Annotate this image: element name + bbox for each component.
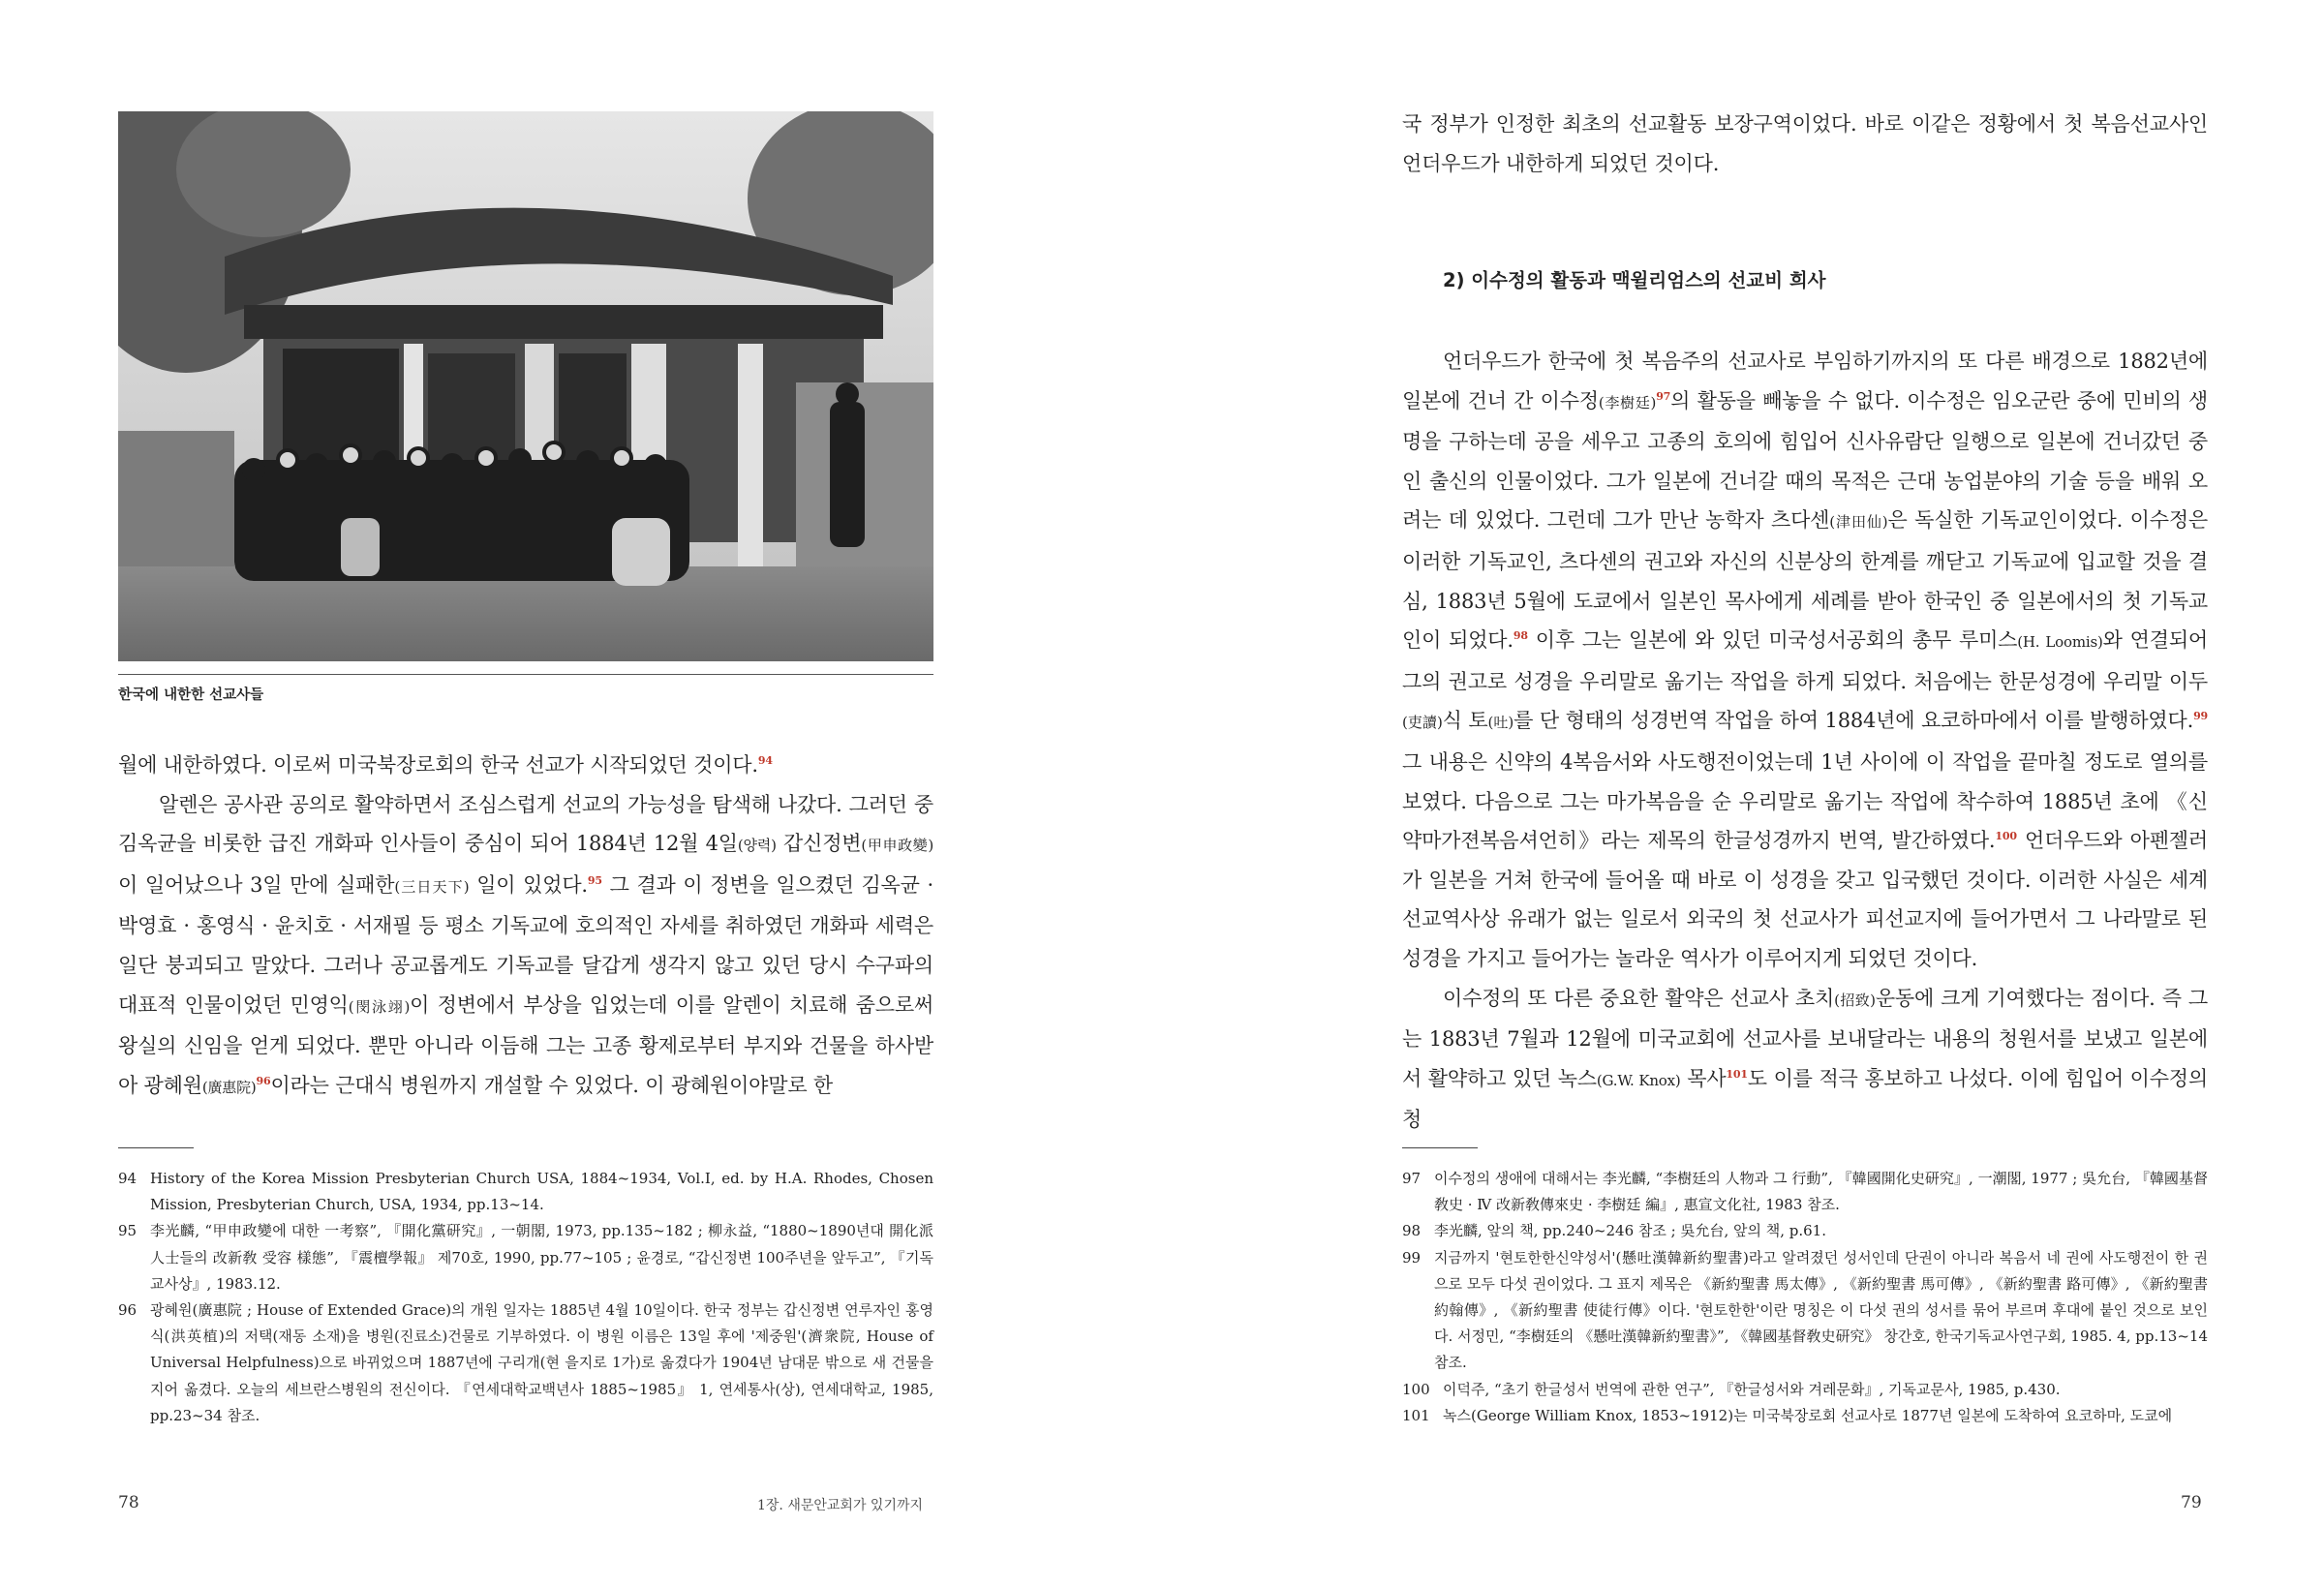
footnote-divider (118, 1147, 194, 1148)
text-run: 은 독실한 기독교인이었다. 이수정은 이러한 기독교인, 츠다센의 권고와 자신의 신분상의 한계를 깨닫고 기독교에 입교할 것을 결심, 1883년 5월에 도쿄에서 일본인 목사에게 세례를 받아 한국인 중 일본에서의 첫 기독교인이 되었다. (1402, 508, 2208, 653)
footnote-number: 100 (1402, 1380, 1430, 1398)
gloss-text: (G.W. Knox) (1596, 1071, 1681, 1089)
text-run: 운동에 크게 기여했다는 점이다. 즉 그는 1883년 7월과 12월에 미국교회에 선교사를 보내달라는 내용의 청원서를 보냈고 일본에서 활약하고 있던 녹스 (1402, 986, 2209, 1090)
text-run: 월에 내한하였다. 이로써 미국북장로회의 한국 선교가 시작되었던 것이다. (118, 753, 758, 777)
paragraph (118, 785, 933, 1108)
text-run: 를 단 형태의 성경번역 작업을 하여 1884년에 요코하마에서 이를 발행하였다. (1514, 709, 2194, 733)
footnote-text: 李光麟, “甲申政變에 대한 一考察”, 『開化黨研究』, 一朝閣, 1973, pp.135~182 ; 柳永益, “1880~1890년대 開化派 人士들의 改新敎 受容 樣態”, 『震檀學報』 제70호, 1990, pp.77~105 ; 윤경로, “갑신정변 100주년을 앞두고”, 『기독교사상』, 1983.12. (150, 1222, 933, 1293)
page-number-right: 79 (2181, 1493, 2202, 1512)
footnote-text: 녹스(George William Knox, 1853~1912)는 미국북장로회 선교사로 1877년 일본에 도착하여 요코하마, 도쿄에 (1443, 1406, 2173, 1424)
text-run: 일이 있었다. (469, 872, 588, 897)
footnote-number: 101 (1402, 1406, 1430, 1424)
right-page (1162, 0, 2324, 1587)
gloss-text: (吏讀) (1402, 714, 1443, 732)
footnote-number: 97 (1402, 1170, 1422, 1187)
footnote-ref[interactable]: 94 (757, 754, 773, 767)
paragraph (1402, 342, 2208, 979)
section-heading: 2) 이수정의 활동과 맥윌리엄스의 선교비 희사 (1443, 269, 1826, 291)
text-run: 이라는 근대식 병원까지 개설할 수 있었다. 이 광혜원이야말로 한 (270, 1073, 833, 1097)
footnote-ref[interactable]: 96 (256, 1074, 271, 1087)
text-run: 그 내용은 신약의 4복음서와 사도행전이었는데 1년 사이에 이 작업을 끝마칠 정도로 열의를 보였다. 다음으로 그는 마가복음을 순 우리말로 옮기는 작업에 착수하여 1885년 초에 《신약마가젼복음셔언히》라는 제목의 한글성경까지 번역, 발간하였다. (1402, 749, 2208, 853)
gloss-text: (양력) (737, 837, 777, 855)
gloss-text: (津田仙) (1829, 513, 1888, 532)
text-run: 식 토 (1442, 709, 1488, 733)
footnote-text: 이수정의 생애에 대해서는 李光麟, “李樹廷의 人物과 그 行動”, 『韓國開化史研究』, 一潮閣, 1977 ; 吳允台, 『韓國基督敎史 · Ⅳ 改新敎傳來史 · 李樹廷 編』, 惠宣文化社, 1983 참조. (1434, 1170, 2208, 1214)
running-head: 1장. 새문안교회가 있기까지 (757, 1498, 924, 1513)
right-top-paragraph: 국 정부가 인정한 최초의 선교활동 보장구역이었다. 바로 이같은 정황에서 첫 복음선교사인 언더우드가 내한하게 되었던 것이다. (1402, 112, 2208, 175)
footnote-number: 96 (118, 1301, 138, 1320)
footnote-text: 광혜원(廣惠院 ; House of Extended Grace)의 개원 일자는 1885년 4월 10일이다. 한국 정부는 갑신정변 연루자인 홍영식(洪英植)의 저택(재동 소재)을 병원(진료소)건물로 기부하였다. 이 병원 이름은 13일 후에 '제중원'(濟衆院, House of Universal Helpfulness)으로 바뀌었으며 1887년에 구리개(현 을지로 1가)로 옮겼다가 1904년 남대문 밖으로 새 건물을 지어 옮겼다. 오늘의 세브란스병원의 전신이다. 『연세대학교백년사 1885~1985』 1, 연세통사(상), 연세대학교, 1985, pp.23~34 참조. (150, 1301, 933, 1424)
text-run: 이 일어났으나 3일 만에 실패한 (118, 872, 395, 897)
photo-caption: 한국에 내한한 선교사들 (118, 687, 264, 703)
footnote (1402, 1403, 2208, 1429)
footnote-ref[interactable]: 99 (2193, 710, 2208, 723)
footnote-text: 李光麟, 앞의 책, pp.240~246 참조 ; 吳允台, 앞의 책, p.61. (1434, 1222, 1826, 1240)
footnote-divider (1402, 1147, 1478, 1148)
right-body-text (1402, 342, 2208, 1140)
footnote-number: 98 (1402, 1222, 1422, 1240)
gloss-text: (H. Loomis) (2017, 633, 2103, 652)
text-run: 알렌은 공사관 공의로 활약하면서 조심스럽게 선교의 가능성을 탐색해 나갔다. 그러던 중 김옥균을 비롯한 급진 개화파 인사들이 중심이 되어 1884년 12월 4일 (118, 792, 933, 856)
text-run: 갑신정변 (776, 832, 862, 856)
gloss-text: (招致) (1834, 991, 1876, 1009)
gloss-text: (李樹廷) (1598, 393, 1657, 412)
footnote (1402, 1245, 2208, 1377)
text-run: 언더우드와 아펜젤러가 일본을 거쳐 한국에 들어올 때 바로 이 성경을 갖고 입국했던 것이다. 이러한 사실은 세계 선교역사상 유래가 없는 일로서 외국의 첫 선교사가 피선교지에 들어가면서 그 나라말로 된 성경을 가지고 들어가는 놀라운 역사가 이루어지게 되었던 것이다. (1402, 829, 2208, 970)
text-run: 목사 (1680, 1066, 1727, 1090)
footnote-number: 95 (118, 1222, 138, 1240)
footnote-text: 지금까지 '현토한한신약성서'(懸吐漢韓新約聖書)라고 알려졌던 성서인데 단권이 아니라 복음서 네 권에 사도행전이 한 권으로 모두 다섯 권이었다. 그 표지 제목은 《新約聖書 馬太傳》, 《新約聖書 馬可傳》, 《新約聖書 路可傳》, 《新約聖書 約翰傳》, 《新約聖書 使徒行傳》이다. '현토한한'이란 명칭은 이 다섯 권의 성서를 묶어 부르며 후대에 붙인 것으로 보인다. 서정민, “李樹廷의 《懸吐漢韓新約聖書》”, 《韓國基督敎史研究》 창간호, 한국기독교사연구회, 1985. 4, pp.13~14 참조. (1434, 1248, 2208, 1372)
footnote-text: History of the Korea Mission Presbyterian Church USA, 1884~1934, Vol.I, ed. by H.A. Rhodes, Chosen Mission, Presbyterian Church, USA, 1934, pp.13~14. (150, 1170, 933, 1214)
photo-divider (118, 674, 933, 675)
text-run: 이후 그는 일본에 와 있던 미국성서공회의 총무 루미스 (1527, 628, 2018, 653)
footnote-ref[interactable]: 100 (1995, 830, 2017, 843)
footnote-number: 99 (1402, 1248, 1422, 1267)
historical-photo (118, 111, 933, 661)
footnote (1402, 1377, 2208, 1403)
gloss-text: (甲申政變) (861, 837, 933, 855)
footnote-ref[interactable]: 95 (587, 873, 602, 887)
footnote-number: 94 (118, 1170, 138, 1187)
right-footnotes (1402, 1166, 2208, 1429)
footnote (1402, 1218, 2208, 1244)
text-run: 와 연결되어 그의 권고로 성경을 우리말로 옮기는 작업을 하게 되었다. 처음에는 한문성경에 우리말 이두 (1402, 628, 2208, 693)
paragraph (118, 746, 933, 785)
text-run: 이수정의 또 다른 중요한 활약은 선교사 초치 (1443, 986, 1835, 1010)
text-run: 이 정변에서 부상을 입었는데 이를 알렌이 치료해 줌으로써 왕실의 신임을 얻게 되었다. 뿐만 아니라 이듬해 그는 고종 황제로부터 부지와 건물을 하사받아 광혜원 (118, 992, 933, 1097)
footnote-ref[interactable]: 97 (1656, 389, 1671, 403)
text-run: 언더우드가 한국에 첫 복음주의 선교사로 부임하기까지의 또 다른 배경으로 1882년에 일본에 건너 간 이수정 (1402, 350, 2208, 412)
missionaries-photo-image (118, 111, 933, 661)
left-body-text (118, 746, 933, 1107)
text-run: 그 결과 이 정변을 일으켰던 김옥균 · 박영효 · 홍영식 · 윤치호 · 서재필 등 평소 기독교에 호의적인 자세를 취하였던 개화파 세력은 일단 붕괴되고 말았다. 그러나 공교롭게도 기독교를 달갑게 생각지 않고 있던 당시 수구파의 대표적 인물이었던 민영익 (118, 872, 933, 1017)
paragraph (1402, 979, 2208, 1140)
text-run: 의 활동을 빼놓을 수 없다. 이수정은 임오군란 중에 민비의 생명을 구하는데 공을 세우고 고종의 호의에 힘입어 신사유람단 일행으로 일본에 건너갔던 중인 출신의 인물이었다. 그가 일본에 건너갈 때의 목적은 근대 농업분야의 기술 등을 배워 오려는 데 있었다. 그런데 그가 만난 농학자 츠다센 (1402, 388, 2208, 533)
gloss-text: (閔泳翊) (348, 997, 411, 1016)
page-number-left: 78 (118, 1493, 139, 1512)
gloss-text: (三日天下) (394, 877, 470, 896)
footnote (118, 1297, 933, 1429)
left-footnotes (118, 1166, 933, 1429)
footnote-text: 이덕주, “초기 한글성서 번역에 관한 연구”, 『한글성서와 겨레문화』, 기독교문사, 1985, p.430. (1443, 1380, 2061, 1398)
footnote (118, 1218, 933, 1297)
gloss-text: (廣惠院) (201, 1078, 257, 1096)
footnote-ref[interactable]: 101 (1726, 1067, 1748, 1081)
footnote (118, 1166, 933, 1218)
footnote (1402, 1166, 2208, 1218)
text-run: 도 이를 적극 홍보하고 나섰다. 이에 힘입어 이수정의 청 (1402, 1066, 2208, 1132)
gloss-text: (吐) (1487, 714, 1514, 732)
footnote-ref[interactable]: 98 (1513, 629, 1528, 643)
